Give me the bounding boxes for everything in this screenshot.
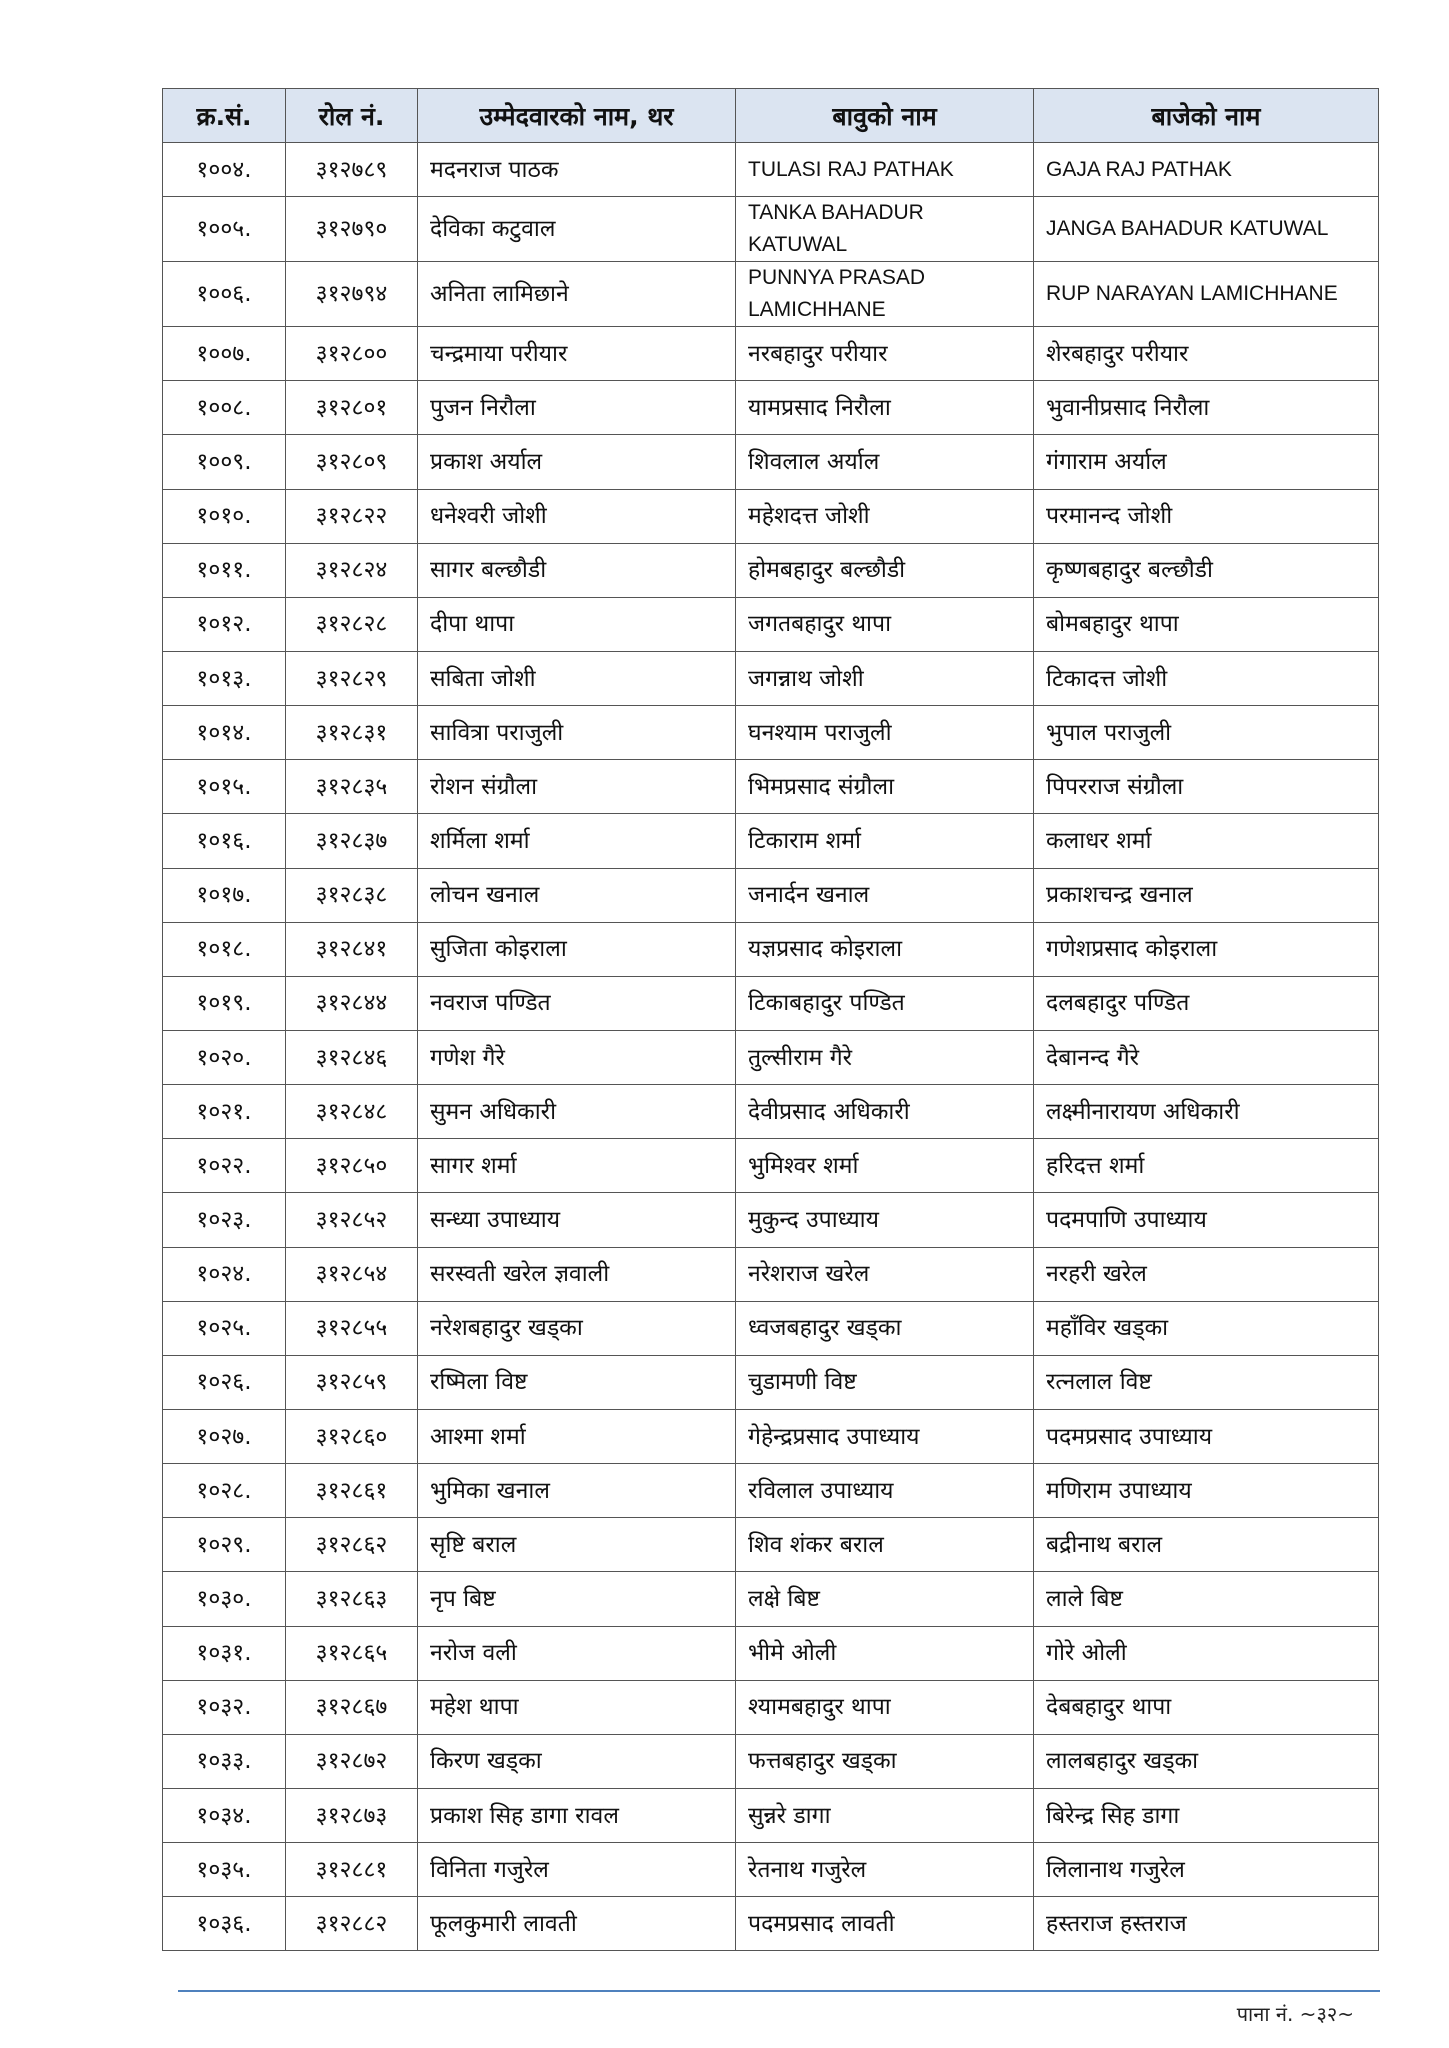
column-header-serial: क्र.सं. — [163, 89, 286, 143]
candidate-name-cell: शर्मिला शर्मा — [418, 814, 736, 868]
serial-cell: १०२१. — [163, 1085, 286, 1139]
roll-cell: ३१२८३८ — [286, 868, 418, 922]
father-name-cell: टिकाबहादुर पण्डित — [736, 976, 1034, 1030]
serial-cell: १००९. — [163, 435, 286, 489]
table-row — [163, 1193, 1379, 1247]
father-name-cell: यामप्रसाद निरौला — [736, 381, 1034, 435]
serial-cell: १०३१. — [163, 1626, 286, 1680]
candidate-name-cell: सुजिता कोइराला — [418, 922, 736, 976]
results-table — [162, 88, 1379, 1951]
roll-cell: ३१२८५५ — [286, 1301, 418, 1355]
serial-cell: १०१४. — [163, 706, 286, 760]
candidate-name-cell: प्रकाश अर्याल — [418, 435, 736, 489]
roll-cell: ३१२८०१ — [286, 381, 418, 435]
table-row — [163, 1085, 1379, 1139]
serial-cell: १०१६. — [163, 814, 286, 868]
father-name-cell: चुडामणी विष्ट — [736, 1355, 1034, 1409]
roll-cell: ३१२८५४ — [286, 1247, 418, 1301]
table-row — [163, 1572, 1379, 1626]
father-name-cell: तुल्सीराम गैरे — [736, 1030, 1034, 1084]
father-name-cell: महेशदत्त जोशी — [736, 489, 1034, 543]
roll-cell: ३१२८०९ — [286, 435, 418, 489]
table-row — [163, 922, 1379, 976]
father-name-cell: TANKA BAHADUR KATUWAL — [736, 197, 1034, 262]
table-row — [163, 1139, 1379, 1193]
table-row — [163, 327, 1379, 381]
table-row — [163, 1355, 1379, 1409]
table-row — [163, 1680, 1379, 1734]
candidate-name-cell: महेश थापा — [418, 1680, 736, 1734]
father-name-cell: मुकुन्द उपाध्याय — [736, 1193, 1034, 1247]
grandfather-name-cell: पिपरराज संग्रौला — [1034, 760, 1379, 814]
father-name-cell: जनार्दन खनाल — [736, 868, 1034, 922]
grandfather-name-cell: मणिराम उपाध्याय — [1034, 1464, 1379, 1518]
candidate-name-cell: चन्द्रमाया परीयार — [418, 327, 736, 381]
grandfather-name-cell: बद्रीनाथ बराल — [1034, 1518, 1379, 1572]
grandfather-name-cell: कलाधर शर्मा — [1034, 814, 1379, 868]
roll-cell: ३१२८५९ — [286, 1355, 418, 1409]
serial-cell: १०१२. — [163, 597, 286, 651]
candidate-name-cell: नरोज वली — [418, 1626, 736, 1680]
father-name-cell: जगतबहादुर थापा — [736, 597, 1034, 651]
serial-cell: १०२६. — [163, 1355, 286, 1409]
roll-cell: ३१२८०० — [286, 327, 418, 381]
candidate-name-cell: देविका कटुवाल — [418, 197, 736, 262]
candidate-name-cell: नृप बिष्ट — [418, 1572, 736, 1626]
candidate-name-cell: फूलकुमारी लावती — [418, 1897, 736, 1951]
serial-cell: १०३५. — [163, 1843, 286, 1897]
roll-cell: ३१२८२८ — [286, 597, 418, 651]
father-name-cell: रेतनाथ गजुरेल — [736, 1843, 1034, 1897]
candidate-name-cell: सृष्टि बराल — [418, 1518, 736, 1572]
father-name-cell: TULASI RAJ PATHAK — [736, 143, 1034, 197]
candidate-name-cell: सुमन अधिकारी — [418, 1085, 736, 1139]
father-name-cell: शिव शंकर बराल — [736, 1518, 1034, 1572]
father-name-cell: भिमप्रसाद संग्रौला — [736, 760, 1034, 814]
father-name-cell: शिवलाल अर्याल — [736, 435, 1034, 489]
table-row — [163, 1030, 1379, 1084]
father-name-cell: जगन्नाथ जोशी — [736, 651, 1034, 705]
grandfather-name-cell: हरिदत्त शर्मा — [1034, 1139, 1379, 1193]
father-name-cell: देवीप्रसाद अधिकारी — [736, 1085, 1034, 1139]
father-name-cell: सुन्नरे डागा — [736, 1788, 1034, 1842]
serial-cell: १०१५. — [163, 760, 286, 814]
candidate-name-cell: दीपा थापा — [418, 597, 736, 651]
father-name-cell: टिकाराम शर्मा — [736, 814, 1034, 868]
table-row — [163, 381, 1379, 435]
table-row — [163, 1897, 1379, 1951]
father-name-cell: नरेशराज खरेल — [736, 1247, 1034, 1301]
roll-cell: ३१२८२४ — [286, 543, 418, 597]
serial-cell: १०२०. — [163, 1030, 286, 1084]
serial-cell: १००८. — [163, 381, 286, 435]
roll-cell: ३१२७८९ — [286, 143, 418, 197]
father-name-cell: नरबहादुर परीयार — [736, 327, 1034, 381]
table-row — [163, 706, 1379, 760]
roll-cell: ३१२८३१ — [286, 706, 418, 760]
table-row — [163, 1409, 1379, 1463]
grandfather-name-cell: GAJA RAJ PATHAK — [1034, 143, 1379, 197]
table-row — [163, 435, 1379, 489]
table-row — [163, 1464, 1379, 1518]
grandfather-name-cell: हस्तराज हस्तराज — [1034, 1897, 1379, 1951]
roll-cell: ३१२८६० — [286, 1409, 418, 1463]
serial-cell: १०१०. — [163, 489, 286, 543]
table-row — [163, 814, 1379, 868]
serial-cell: १०१८. — [163, 922, 286, 976]
grandfather-name-cell: JANGA BAHADUR KATUWAL — [1034, 197, 1379, 262]
father-name-cell: फत्तबहादुर खड्का — [736, 1734, 1034, 1788]
table-row — [163, 760, 1379, 814]
grandfather-name-cell: लक्ष्मीनारायण अधिकारी — [1034, 1085, 1379, 1139]
father-name-cell: पदमप्रसाद लावती — [736, 1897, 1034, 1951]
grandfather-name-cell: शेरबहादुर परीयार — [1034, 327, 1379, 381]
father-name-cell: यज्ञप्रसाद कोइराला — [736, 922, 1034, 976]
candidate-name-cell: सबिता जोशी — [418, 651, 736, 705]
father-name-cell: रविलाल उपाध्याय — [736, 1464, 1034, 1518]
serial-cell: १०१३. — [163, 651, 286, 705]
table-row — [163, 543, 1379, 597]
table-header-row — [163, 89, 1379, 143]
roll-cell: ३१२८६२ — [286, 1518, 418, 1572]
candidate-name-cell: आश्मा शर्मा — [418, 1409, 736, 1463]
roll-cell: ३१२८८१ — [286, 1843, 418, 1897]
table-row — [163, 1518, 1379, 1572]
grandfather-name-cell: गोरे ओली — [1034, 1626, 1379, 1680]
table-row — [163, 1788, 1379, 1842]
column-header-grandfather-name: बाजेको नाम — [1034, 89, 1379, 143]
candidate-name-cell: सागर बल्छौडी — [418, 543, 736, 597]
serial-cell: १०२५. — [163, 1301, 286, 1355]
grandfather-name-cell: बोमबहादुर थापा — [1034, 597, 1379, 651]
table-row — [163, 489, 1379, 543]
candidate-name-cell: किरण खड्का — [418, 1734, 736, 1788]
grandfather-name-cell: लाले बिष्ट — [1034, 1572, 1379, 1626]
father-name-cell: भीमे ओली — [736, 1626, 1034, 1680]
table-row — [163, 1734, 1379, 1788]
grandfather-name-cell: भुवानीप्रसाद निरौला — [1034, 381, 1379, 435]
candidate-name-cell: सागर शर्मा — [418, 1139, 736, 1193]
table-row — [163, 868, 1379, 922]
candidate-name-cell: नरेशबहादुर खड्का — [418, 1301, 736, 1355]
roll-cell: ३१२७९४ — [286, 262, 418, 327]
table-row — [163, 197, 1379, 262]
footer-divider — [178, 1990, 1380, 1992]
grandfather-name-cell: RUP NARAYAN LAMICHHANE — [1034, 262, 1379, 327]
roll-cell: ३१२८५२ — [286, 1193, 418, 1247]
serial-cell: १०२७. — [163, 1409, 286, 1463]
serial-cell: १०३३. — [163, 1734, 286, 1788]
father-name-cell: लक्षे बिष्ट — [736, 1572, 1034, 1626]
table-row — [163, 1247, 1379, 1301]
table-row — [163, 143, 1379, 197]
roll-cell: ३१२८७३ — [286, 1788, 418, 1842]
candidate-name-cell: सरस्वती खरेल ज्ञवाली — [418, 1247, 736, 1301]
grandfather-name-cell: टिकादत्त जोशी — [1034, 651, 1379, 705]
father-name-cell: घनश्याम पराजुली — [736, 706, 1034, 760]
serial-cell: १०३२. — [163, 1680, 286, 1734]
serial-cell: १०२८. — [163, 1464, 286, 1518]
candidate-name-cell: रष्मिला विष्ट — [418, 1355, 736, 1409]
roll-cell: ३१२८८२ — [286, 1897, 418, 1951]
table-row — [163, 597, 1379, 651]
roll-cell: ३१२८७२ — [286, 1734, 418, 1788]
grandfather-name-cell: दलबहादुर पण्डित — [1034, 976, 1379, 1030]
serial-cell: १००६. — [163, 262, 286, 327]
father-name-cell: गेहेन्द्रप्रसाद उपाध्याय — [736, 1409, 1034, 1463]
roll-cell: ३१२८६३ — [286, 1572, 418, 1626]
table-row — [163, 1626, 1379, 1680]
column-header-roll: रोल नं. — [286, 89, 418, 143]
roll-cell: ३१२८६१ — [286, 1464, 418, 1518]
candidate-name-cell: सन्ध्या उपाध्याय — [418, 1193, 736, 1247]
grandfather-name-cell: बिरेन्द्र सिह डागा — [1034, 1788, 1379, 1842]
serial-cell: १०१९. — [163, 976, 286, 1030]
father-name-cell: श्यामबहादुर थापा — [736, 1680, 1034, 1734]
candidate-name-cell: प्रकाश सिह डागा रावल — [418, 1788, 736, 1842]
roll-cell: ३१२७९० — [286, 197, 418, 262]
column-header-father-name: बावुको नाम — [736, 89, 1034, 143]
roll-cell: ३१२८२९ — [286, 651, 418, 705]
candidate-name-cell: विनिता गजुरेल — [418, 1843, 736, 1897]
father-name-cell: ध्वजबहादुर खड्का — [736, 1301, 1034, 1355]
roll-cell: ३१२८४६ — [286, 1030, 418, 1084]
serial-cell: १०२३. — [163, 1193, 286, 1247]
serial-cell: १०३६. — [163, 1897, 286, 1951]
father-name-cell: PUNNYA PRASAD LAMICHHANE — [736, 262, 1034, 327]
grandfather-name-cell: नरहरी खरेल — [1034, 1247, 1379, 1301]
candidate-name-cell: धनेश्वरी जोशी — [418, 489, 736, 543]
grandfather-name-cell: रत्नलाल विष्ट — [1034, 1355, 1379, 1409]
candidate-name-cell: अनिता लामिछाने — [418, 262, 736, 327]
grandfather-name-cell: देबबहादुर थापा — [1034, 1680, 1379, 1734]
father-name-cell: होमबहादुर बल्छौडी — [736, 543, 1034, 597]
grandfather-name-cell: लालबहादुर खड्का — [1034, 1734, 1379, 1788]
serial-cell: १०१७. — [163, 868, 286, 922]
grandfather-name-cell: भुपाल पराजुली — [1034, 706, 1379, 760]
candidate-name-cell: लोचन खनाल — [418, 868, 736, 922]
roll-cell: ३१२८४८ — [286, 1085, 418, 1139]
grandfather-name-cell: कृष्णबहादुर बल्छौडी — [1034, 543, 1379, 597]
roll-cell: ३१२८३७ — [286, 814, 418, 868]
table-row — [163, 976, 1379, 1030]
candidate-name-cell: सावित्रा पराजुली — [418, 706, 736, 760]
serial-cell: १००७. — [163, 327, 286, 381]
roll-cell: ३१२८६५ — [286, 1626, 418, 1680]
table-row — [163, 262, 1379, 327]
roll-cell: ३१२८३५ — [286, 760, 418, 814]
candidate-name-cell: रोशन संग्रौला — [418, 760, 736, 814]
grandfather-name-cell: लिलानाथ गजुरेल — [1034, 1843, 1379, 1897]
serial-cell: १०३४. — [163, 1788, 286, 1842]
roll-cell: ३१२८४१ — [286, 922, 418, 976]
table-row — [163, 1843, 1379, 1897]
page-number: पाना नं. ~३२~ — [1236, 2002, 1354, 2026]
serial-cell: १००४. — [163, 143, 286, 197]
grandfather-name-cell: महाँविर खड्का — [1034, 1301, 1379, 1355]
roll-cell: ३१२८६७ — [286, 1680, 418, 1734]
serial-cell: १०३०. — [163, 1572, 286, 1626]
candidate-name-cell: भुमिका खनाल — [418, 1464, 736, 1518]
roll-cell: ३१२८५० — [286, 1139, 418, 1193]
roll-cell: ३१२८२२ — [286, 489, 418, 543]
table-body — [163, 143, 1379, 1951]
grandfather-name-cell: प्रकाशचन्द्र खनाल — [1034, 868, 1379, 922]
candidate-name-cell: मदनराज पाठक — [418, 143, 736, 197]
candidate-name-cell: नवराज पण्डित — [418, 976, 736, 1030]
father-name-cell: भुमिश्वर शर्मा — [736, 1139, 1034, 1193]
table-row — [163, 651, 1379, 705]
serial-cell: १०२२. — [163, 1139, 286, 1193]
roll-cell: ३१२८४४ — [286, 976, 418, 1030]
candidate-name-cell: गणेश गैरे — [418, 1030, 736, 1084]
serial-cell: १०२४. — [163, 1247, 286, 1301]
grandfather-name-cell: पदमप्रसाद उपाध्याय — [1034, 1409, 1379, 1463]
serial-cell: १०२९. — [163, 1518, 286, 1572]
column-header-candidate-name: उम्मेदवारको नाम, थर — [418, 89, 736, 143]
serial-cell: १०११. — [163, 543, 286, 597]
grandfather-name-cell: गणेशप्रसाद कोइराला — [1034, 922, 1379, 976]
table-row — [163, 1301, 1379, 1355]
grandfather-name-cell: गंगाराम अर्याल — [1034, 435, 1379, 489]
candidate-name-cell: पुजन निरौला — [418, 381, 736, 435]
grandfather-name-cell: पदमपाणि उपाध्याय — [1034, 1193, 1379, 1247]
serial-cell: १००५. — [163, 197, 286, 262]
grandfather-name-cell: परमानन्द जोशी — [1034, 489, 1379, 543]
grandfather-name-cell: देबानन्द गैरे — [1034, 1030, 1379, 1084]
